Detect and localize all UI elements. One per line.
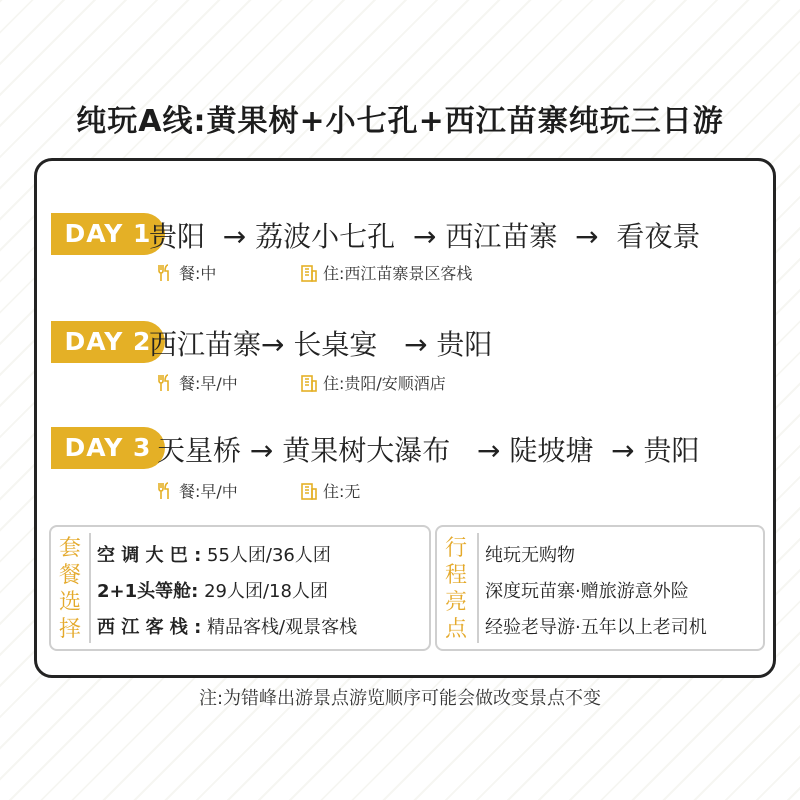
package-row-value: 29人团/18人团 (204, 581, 328, 602)
highlights-label-char: 行 (444, 536, 467, 561)
building-icon (299, 481, 319, 501)
package-row-key: 空 调 大 巴 : (97, 545, 202, 566)
day-2-meal (155, 371, 238, 394)
day-1-badge: DAY 1 (51, 213, 165, 255)
package-label-char: 餐 (58, 563, 81, 588)
package-divider (89, 533, 91, 643)
package-row-key: 西 江 客 栈 : (97, 617, 202, 638)
package-row (97, 613, 357, 639)
package-row (97, 577, 328, 603)
day-3-route: 天星桥 → 黄果树大瀑布 → 陡坡塘 → 贵阳 (157, 434, 700, 467)
building-icon (299, 263, 319, 283)
highlight-item: 深度玩苗寨·赠旅游意外险 (485, 581, 689, 602)
highlights-label-char: 点 (444, 617, 467, 642)
highlight-item: 纯玩无购物 (485, 545, 575, 566)
package-row (97, 541, 331, 567)
highlights-label-char: 程 (444, 563, 467, 588)
package-row-key: 2+1头等舱: (97, 581, 199, 602)
day-1-stay (299, 261, 472, 284)
day-2-stay (299, 371, 446, 394)
itinerary-card (34, 158, 776, 678)
day-1-meal (155, 261, 216, 284)
day-3-stay (299, 479, 360, 502)
day-1-meal-text: 餐:中 (179, 264, 217, 283)
package-box (49, 525, 431, 651)
package-label-char: 套 (58, 536, 81, 561)
utensils-icon (155, 481, 175, 501)
highlights-divider (477, 533, 479, 643)
package-label-char: 择 (58, 617, 81, 642)
package-label-char: 选 (58, 590, 81, 615)
day-2-route: 西江苗寨→ 长桌宴 → 贵阳 (149, 328, 493, 361)
page-title: 纯玩A线:黄果树+小七孔+西江苗寨纯玩三日游 (76, 104, 724, 139)
day-3-badge: DAY 3 (51, 427, 165, 469)
highlight-item: 经验老导游·五年以上老司机 (485, 617, 707, 638)
day-3-stay-text: 住:无 (323, 482, 361, 501)
package-row-value: 精品客栈/观景客栈 (207, 617, 358, 638)
footnote: 注:为错峰出游景点游览顺序可能会做改变景点不变 (198, 688, 602, 709)
day-3-meal-text: 餐:早/中 (179, 482, 238, 501)
package-row-value: 55人团/36人团 (207, 545, 331, 566)
day-3-meal (155, 479, 238, 502)
highlights-label-char: 亮 (444, 590, 467, 615)
day-1-stay-text: 住:西江苗寨景区客栈 (323, 264, 473, 283)
package-label (57, 535, 83, 643)
day-2-stay-text: 住:贵阳/安顺酒店 (323, 374, 446, 393)
day-2-badge: DAY 2 (51, 321, 165, 363)
highlights-box (435, 525, 765, 651)
day-1-route: 贵阳 → 荔波小七孔 → 西江苗寨 → 看夜景 (149, 220, 701, 253)
utensils-icon (155, 373, 175, 393)
building-icon (299, 373, 319, 393)
day-2-meal-text: 餐:早/中 (179, 374, 238, 393)
utensils-icon (155, 263, 175, 283)
highlights-label (443, 535, 469, 643)
